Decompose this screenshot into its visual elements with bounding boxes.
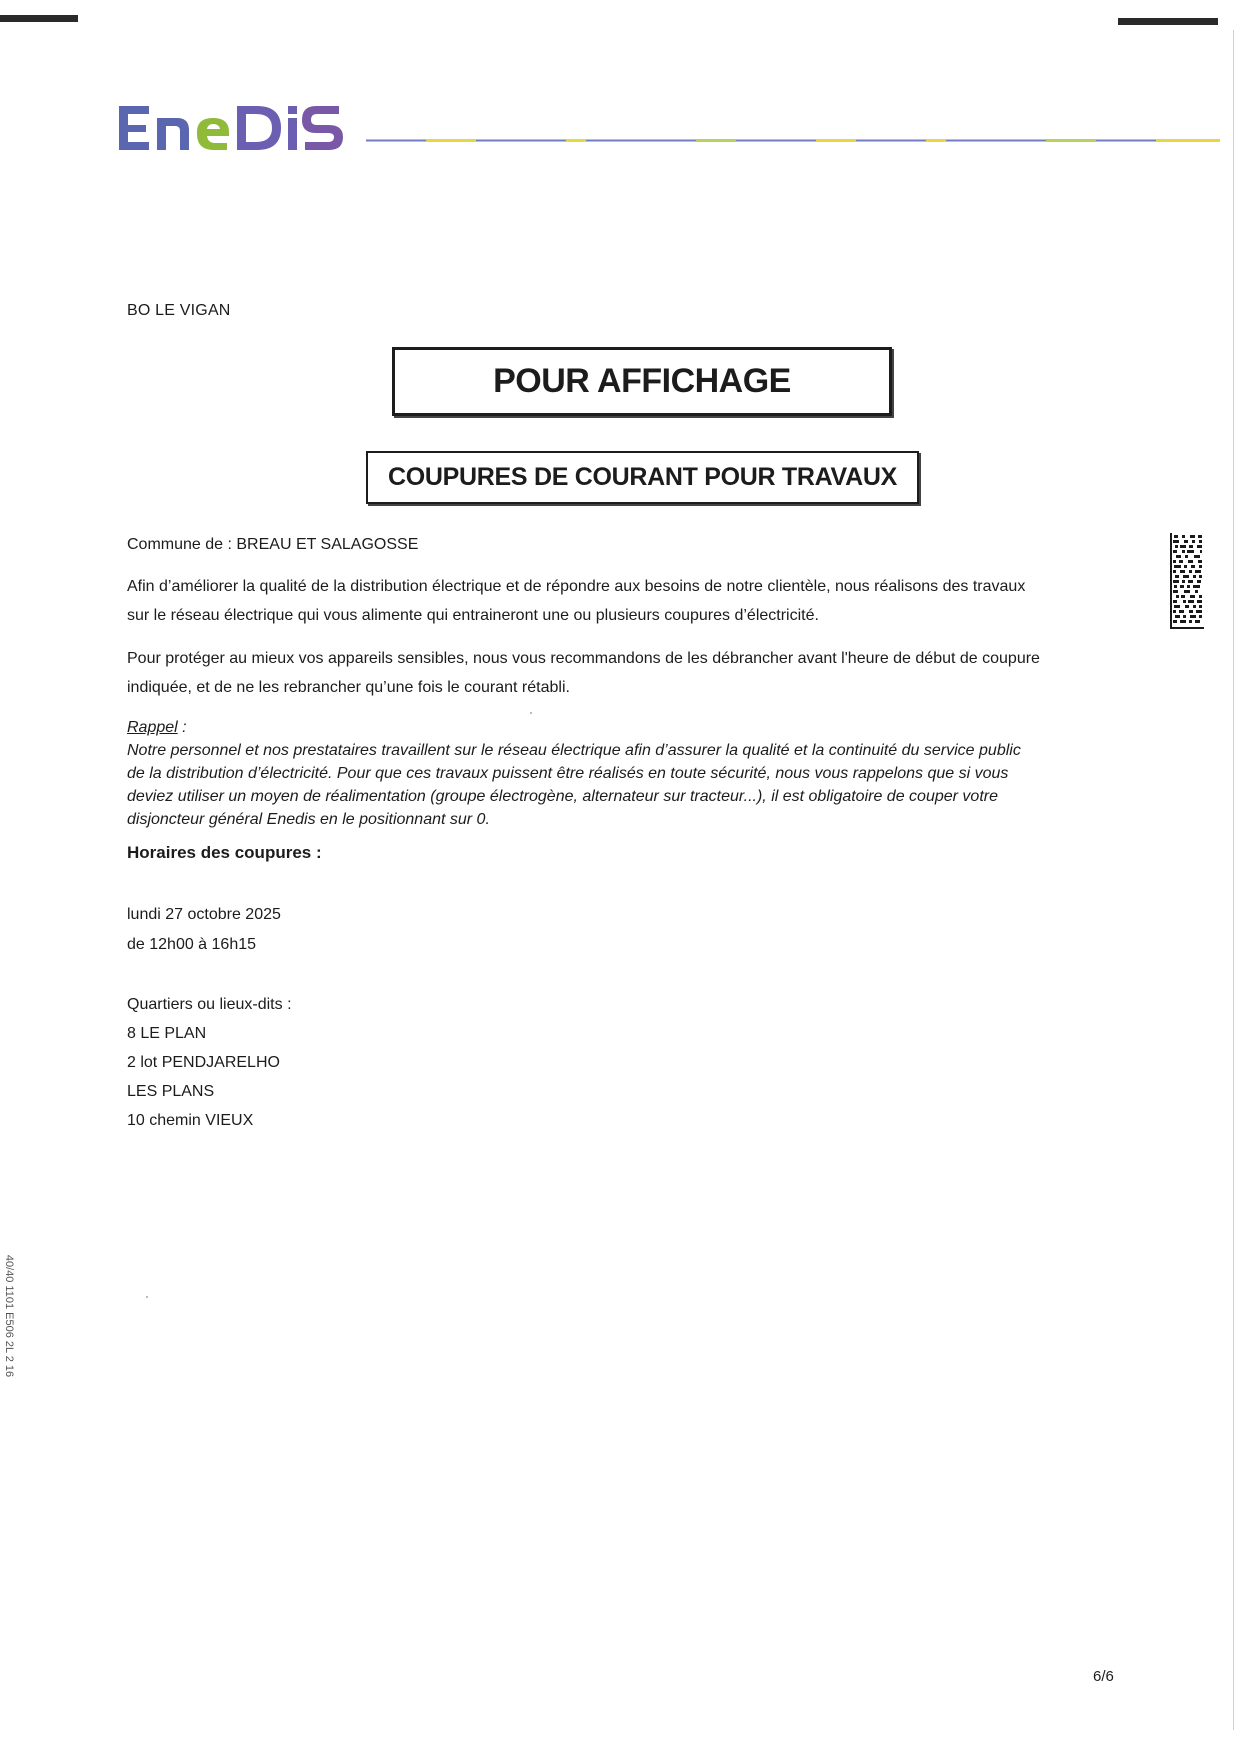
reminder-line-1: Notre personnel et nos prestataires travaillent sur le réseau électrique afin d’assurer la qualité et la continuité du service public — [127, 742, 1021, 759]
enedis-logo — [117, 92, 352, 152]
advice-paragraph — [127, 644, 1122, 702]
side-reference: 40/40 1101 E506 2L 2 16 — [3, 1254, 16, 1378]
notice-title: POUR AFFICHAGE — [493, 362, 791, 400]
advice-line-1: Pour protéger au mieux vos appareils sensibles, nous vous recommandons de les débrancher avant l'heure de début de coupure — [127, 650, 1040, 667]
places-label-text: Quartiers ou lieux-dits : — [127, 996, 292, 1013]
advice-line-2: indiquée, et de ne les rebrancher qu’une fois le courant rétabli. — [127, 679, 570, 696]
scan-mark-right — [1118, 18, 1218, 25]
reminder-colon: : — [177, 719, 187, 736]
reminder-title: Rappel — [127, 719, 178, 736]
commune-line: Commune de : BREAU ET SALAGOSSE — [127, 536, 419, 553]
place-item: 10 chemin VIEUX — [127, 1112, 254, 1129]
reminder-line-3: deviez utiliser un moyen de réalimentation (groupe électrogène, alternateur sur tracteur...), il est obligatoire de couper votre — [127, 788, 998, 805]
intro-paragraph — [127, 572, 1122, 630]
place-item: LES PLANS — [127, 1083, 215, 1100]
place-item: 2 lot PENDJARELHO — [127, 1054, 280, 1071]
reminder-block — [127, 716, 1117, 831]
places-label — [127, 990, 292, 1135]
place-item: 8 LE PLAN — [127, 1025, 207, 1042]
outage-time: de 12h00 à 16h15 — [127, 936, 257, 953]
intro-line-1: Afin d’améliorer la qualité de la distribution électrique et de répondre aux besoins de notre clientèle, nous réalisons des travaux — [127, 578, 1026, 595]
page-number: 6/6 — [1093, 1668, 1114, 1685]
agency-name: BO LE VIGAN — [127, 302, 231, 319]
notice-title-box — [392, 347, 892, 416]
scan-speck — [146, 1296, 148, 1298]
schedule-title: Horaires des coupures : — [127, 843, 322, 862]
reminder-heading — [127, 716, 1117, 739]
reminder-line-2: de la distribution d’électricité. Pour que ces travaux puissent être réalisés en toute sécurité, nous vous rappelons que si vous — [127, 765, 1009, 782]
scan-speck — [530, 712, 532, 714]
header-divider — [366, 138, 1220, 143]
notice-subtitle: COUPURES DE COURANT POUR TRAVAUX — [388, 463, 897, 491]
notice-subtitle-box — [366, 451, 919, 504]
intro-line-2: sur le réseau électrique qui vous alimente qui entraineront une ou plusieurs coupures d’électricité. — [127, 607, 819, 624]
reminder-line-4: disjoncteur général Enedis en le positionnant sur 0. — [127, 811, 490, 828]
datamatrix-code — [1170, 533, 1204, 629]
page-edge — [1233, 30, 1234, 1730]
scan-mark-left — [0, 15, 78, 22]
outage-date: lundi 27 octobre 2025 — [127, 906, 281, 923]
